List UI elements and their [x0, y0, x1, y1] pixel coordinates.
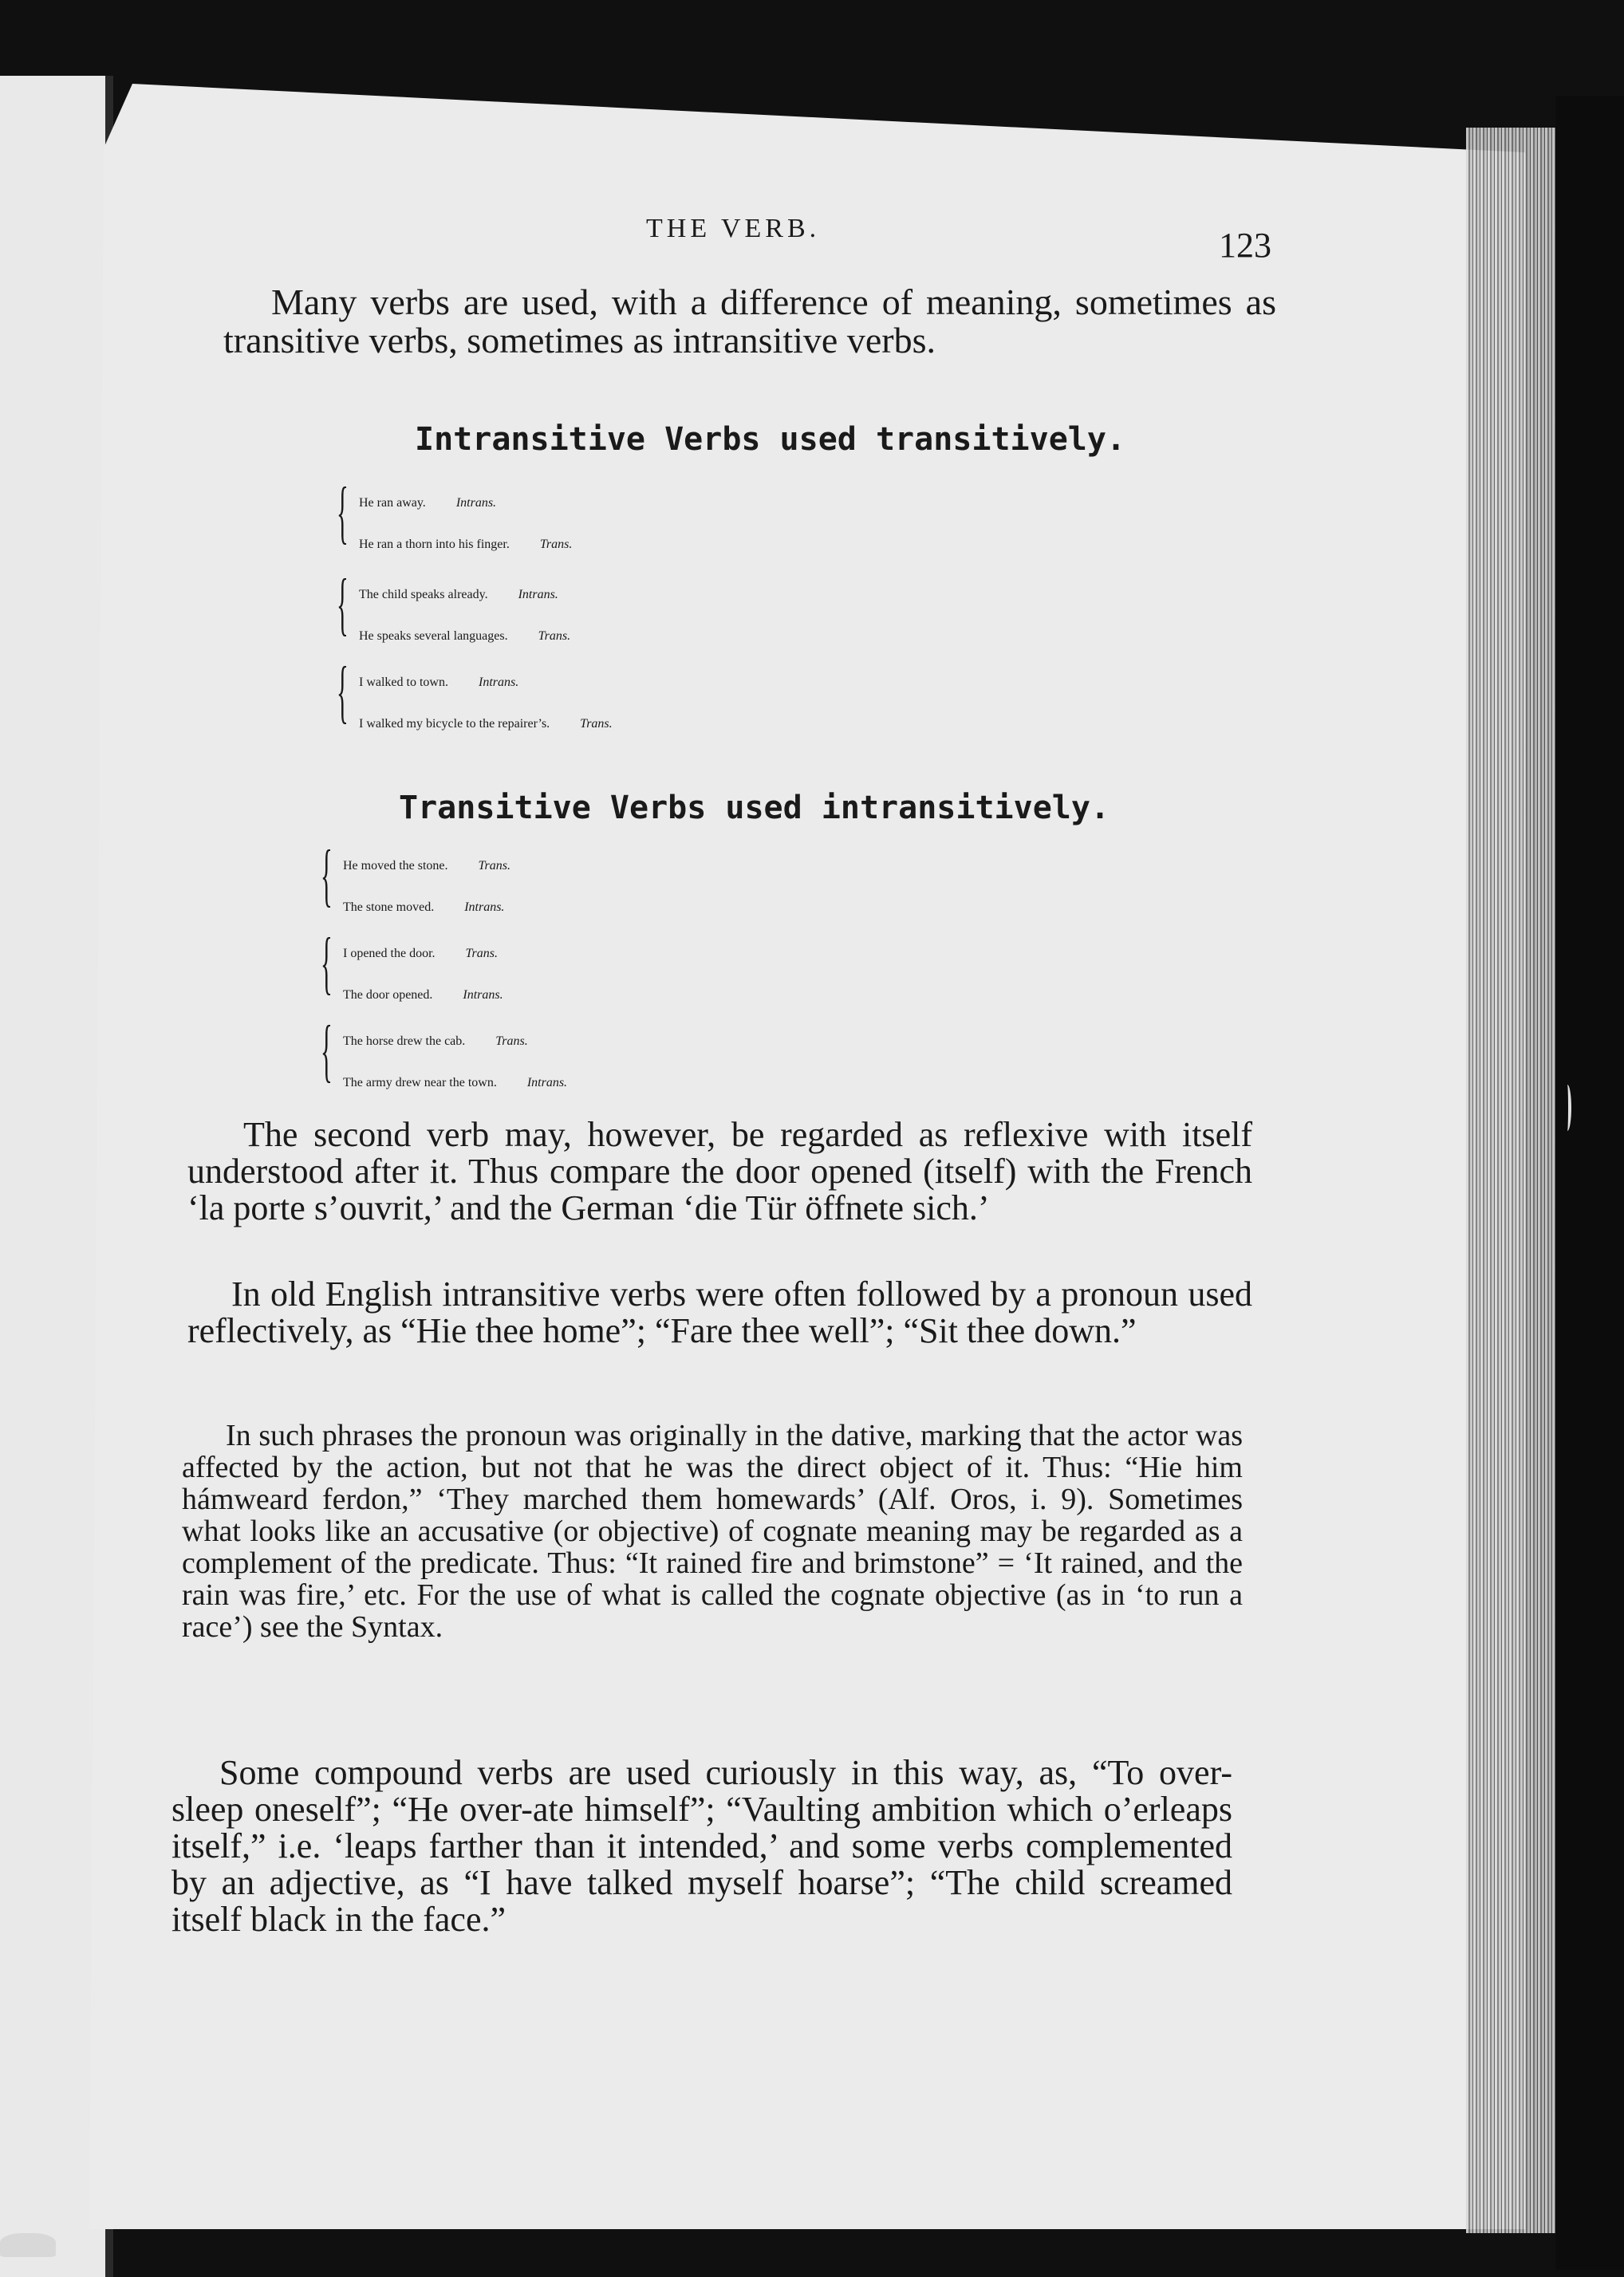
- brace-icon: {: [321, 837, 333, 914]
- example-line: He speaks several languages. Trans.: [359, 629, 571, 643]
- intro-paragraph: Many verbs are used, with a difference of meaning, sometimes as transitive verbs, sometimes as intransitive verbs.: [223, 282, 1276, 360]
- example-line: I walked my bicycle to the repairer’s. Trans.: [359, 717, 613, 731]
- example-line: The horse drew the cab. Trans.: [343, 1034, 528, 1048]
- example-line: He ran a thorn into his finger. Trans.: [359, 538, 573, 551]
- brace-icon: {: [337, 474, 349, 551]
- example-line: He ran away. Intrans.: [359, 496, 497, 510]
- example-line: He moved the stone. Trans.: [343, 859, 510, 873]
- example-pair: [337, 474, 573, 565]
- example-pair: [337, 653, 613, 745]
- example-line: I opened the door. Trans.: [343, 947, 498, 960]
- dark-border: [1555, 96, 1624, 2270]
- note-paragraph: In such phrases the pronoun was originally in the dative, marking that the actor was affected by the action, but not that he was the direct object of it. Thus: “Hie him hámweard ferdon,” ‘They marched them homewards’ (Alf. Oros, i. 9). Sometimes what looks like an accusative (or objective) of cognate meaning may be regarded as a complement of the predicate. Thus: “It rained fire and brimstone” = ‘It rained, and the rain was fire,’ etc. For the use of what is called the cognate objective (as in ‘to run a race’) see the Syntax.: [182, 1419, 1243, 1644]
- section-heading-intransitive: Intransitive Verbs used transitively.: [415, 421, 1126, 458]
- example-line: The door opened. Intrans.: [343, 988, 503, 1002]
- page-edges: [1466, 128, 1562, 2233]
- brace-icon: {: [321, 1012, 333, 1089]
- example-line: I walked to town. Intrans.: [359, 676, 519, 689]
- brace-icon: {: [321, 924, 333, 1002]
- running-head: THE VERB.: [646, 214, 821, 243]
- section-heading-transitive: Transitive Verbs used intransitively.: [399, 790, 1110, 826]
- old-english-paragraph: In old English intransitive verbs were often followed by a pronoun used reflectively, as “Hie thee home”; “Fare thee well”; “Sit thee down.”: [187, 1274, 1252, 1350]
- example-pair: [321, 1012, 568, 1104]
- page-fold-mark: [1563, 1085, 1571, 1131]
- example-line: The child speaks already. Intrans.: [359, 588, 558, 601]
- example-line: The stone moved. Intrans.: [343, 900, 505, 914]
- example-pair: [321, 837, 510, 928]
- example-pair: [337, 565, 571, 657]
- reflexive-paragraph: The second verb may, however, be regarded as reflexive with itself understood after it. Thus compare the door opened (itself) with the French ‘la porte s’ouvrit,’ and the German ‘die Tür öffnete sich.’: [187, 1115, 1252, 1227]
- scan-artifact: [0, 2233, 56, 2257]
- example-pair: [321, 924, 503, 1016]
- brace-icon: {: [337, 653, 349, 731]
- brace-icon: {: [337, 565, 349, 643]
- page-number: 123: [1219, 226, 1271, 265]
- compound-verbs-paragraph: Some compound verbs are used curiously in this way, as, “To over-sleep oneself”; “He over-ate himself”; “Vaulting ambition which o’erleaps itself,” i.e. ‘leaps farther than it intended,’ and some verbs complemented by an adjective, as “I have talked myself hoarse”; “The child screamed itself black in the face.”: [171, 1753, 1232, 1939]
- example-line: The army drew near the town. Intrans.: [343, 1076, 568, 1089]
